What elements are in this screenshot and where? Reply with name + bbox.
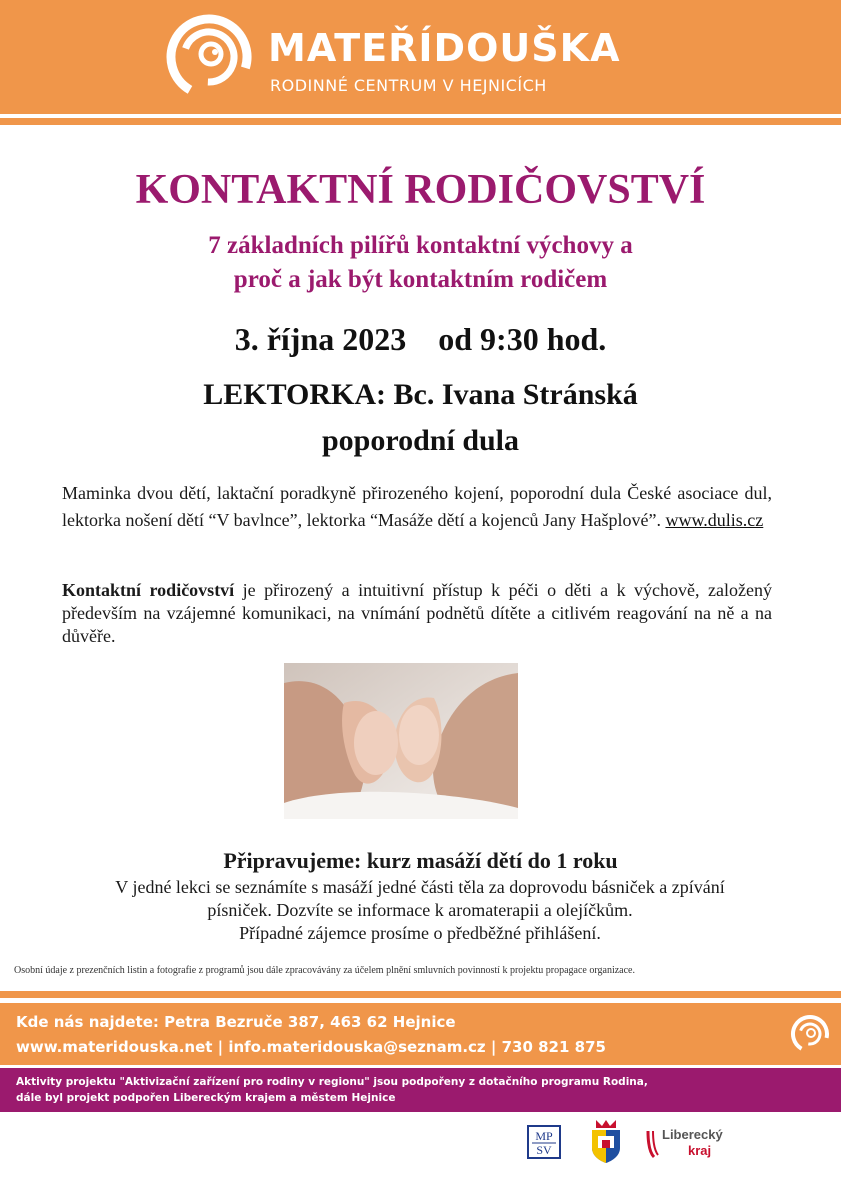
gdpr-notice: Osobní údaje z prezenčních listin a fotografie z programů jsou dále zpracovávány za účelem plnění smluvních povinností k projektu propagace organizace. [14, 965, 635, 976]
preparing-text [60, 876, 780, 945]
logo-title: MATEŘÍDOUŠKA [268, 26, 621, 70]
preparing-line-1: V jedné lekci se seznámíte s masáží jedné části těla za doprovodu básniček a zpívání [115, 877, 725, 897]
kraj-line-2: kraj [688, 1143, 712, 1158]
swirl-icon [166, 14, 252, 100]
header-stripe [0, 118, 841, 125]
kraj-line-1: Liberecký [662, 1127, 723, 1142]
project-line-1: Aktivity projektu "Aktivizační zařízení pro rodiny v regionu" jsou podpořeny z dotačního programu Rodina, [16, 1076, 648, 1088]
mpsv-top: MP [535, 1129, 553, 1143]
footer-address: Kde nás najdete: Petra Bezruče 387, 463 62 Hejnice [16, 1013, 456, 1031]
intro-paragraph [62, 579, 772, 648]
subtitle-line-1: 7 základních pilířů kontaktní výchovy a [208, 232, 633, 259]
event-title: KONTAKTNÍ RODIČOVSTVÍ [135, 167, 706, 213]
intro-bold: Kontaktní rodičovství [62, 580, 235, 600]
swirl-icon [790, 1014, 830, 1054]
lecturer-name: LEKTORKA: Bc. Ivana Stránská [203, 378, 638, 411]
preparing-line-3: Případné zájemce prosíme o předběžné přihlášení. [239, 923, 601, 943]
event-date: 3. října 2023 od 9:30 hod. [234, 321, 607, 357]
lecturer-role: poporodní dula [321, 424, 520, 457]
event-subtitle [0, 229, 841, 297]
hands-feet-photo [284, 663, 518, 819]
subtitle-line-2: proč a jak být kontaktním rodičem [233, 266, 608, 293]
hejnice-crest-logo [588, 1118, 624, 1164]
lecturer-bio [62, 480, 772, 534]
preparing-heading: Připravujeme: kurz masáží dětí do 1 roku [223, 848, 618, 873]
project-text [16, 1074, 826, 1106]
intro-text: je přirozený a intuitivní přístup k péči o děti a k výchově, založený především na vzájemné komunikaci, na vnímání podnětů dítěte a citlivém reagování na ně a na důvěře. [62, 580, 772, 646]
project-line-2: dále byl projekt podpořen Libereckým krajem a městem Hejnice [16, 1092, 396, 1104]
mpsv-bottom: SV [536, 1143, 552, 1157]
preparing-line-2: písniček. Dozvíte se informace k aromaterapii a olejíčkům. [207, 900, 633, 920]
mpsv-logo [527, 1125, 561, 1159]
footer-stripe [0, 991, 841, 998]
footer-contacts[interactable]: www.materidouska.net | info.materidouska@seznam.cz | 730 821 875 [16, 1038, 606, 1056]
logo-subtitle: RODINNÉ CENTRUM V HEJNICÍCH [270, 76, 547, 95]
bio-text: Maminka dvou dětí, laktační poradkyně přirozeného kojení, poporodní dula České asociace dul, lektorka nošení dětí “V bavlnce”, lektorka “Masáže dětí a kojenců Jany Hašplové”. [62, 483, 772, 530]
liberecky-kraj-logo [646, 1125, 732, 1159]
dulis-link[interactable]: www.dulis.cz [665, 510, 764, 530]
